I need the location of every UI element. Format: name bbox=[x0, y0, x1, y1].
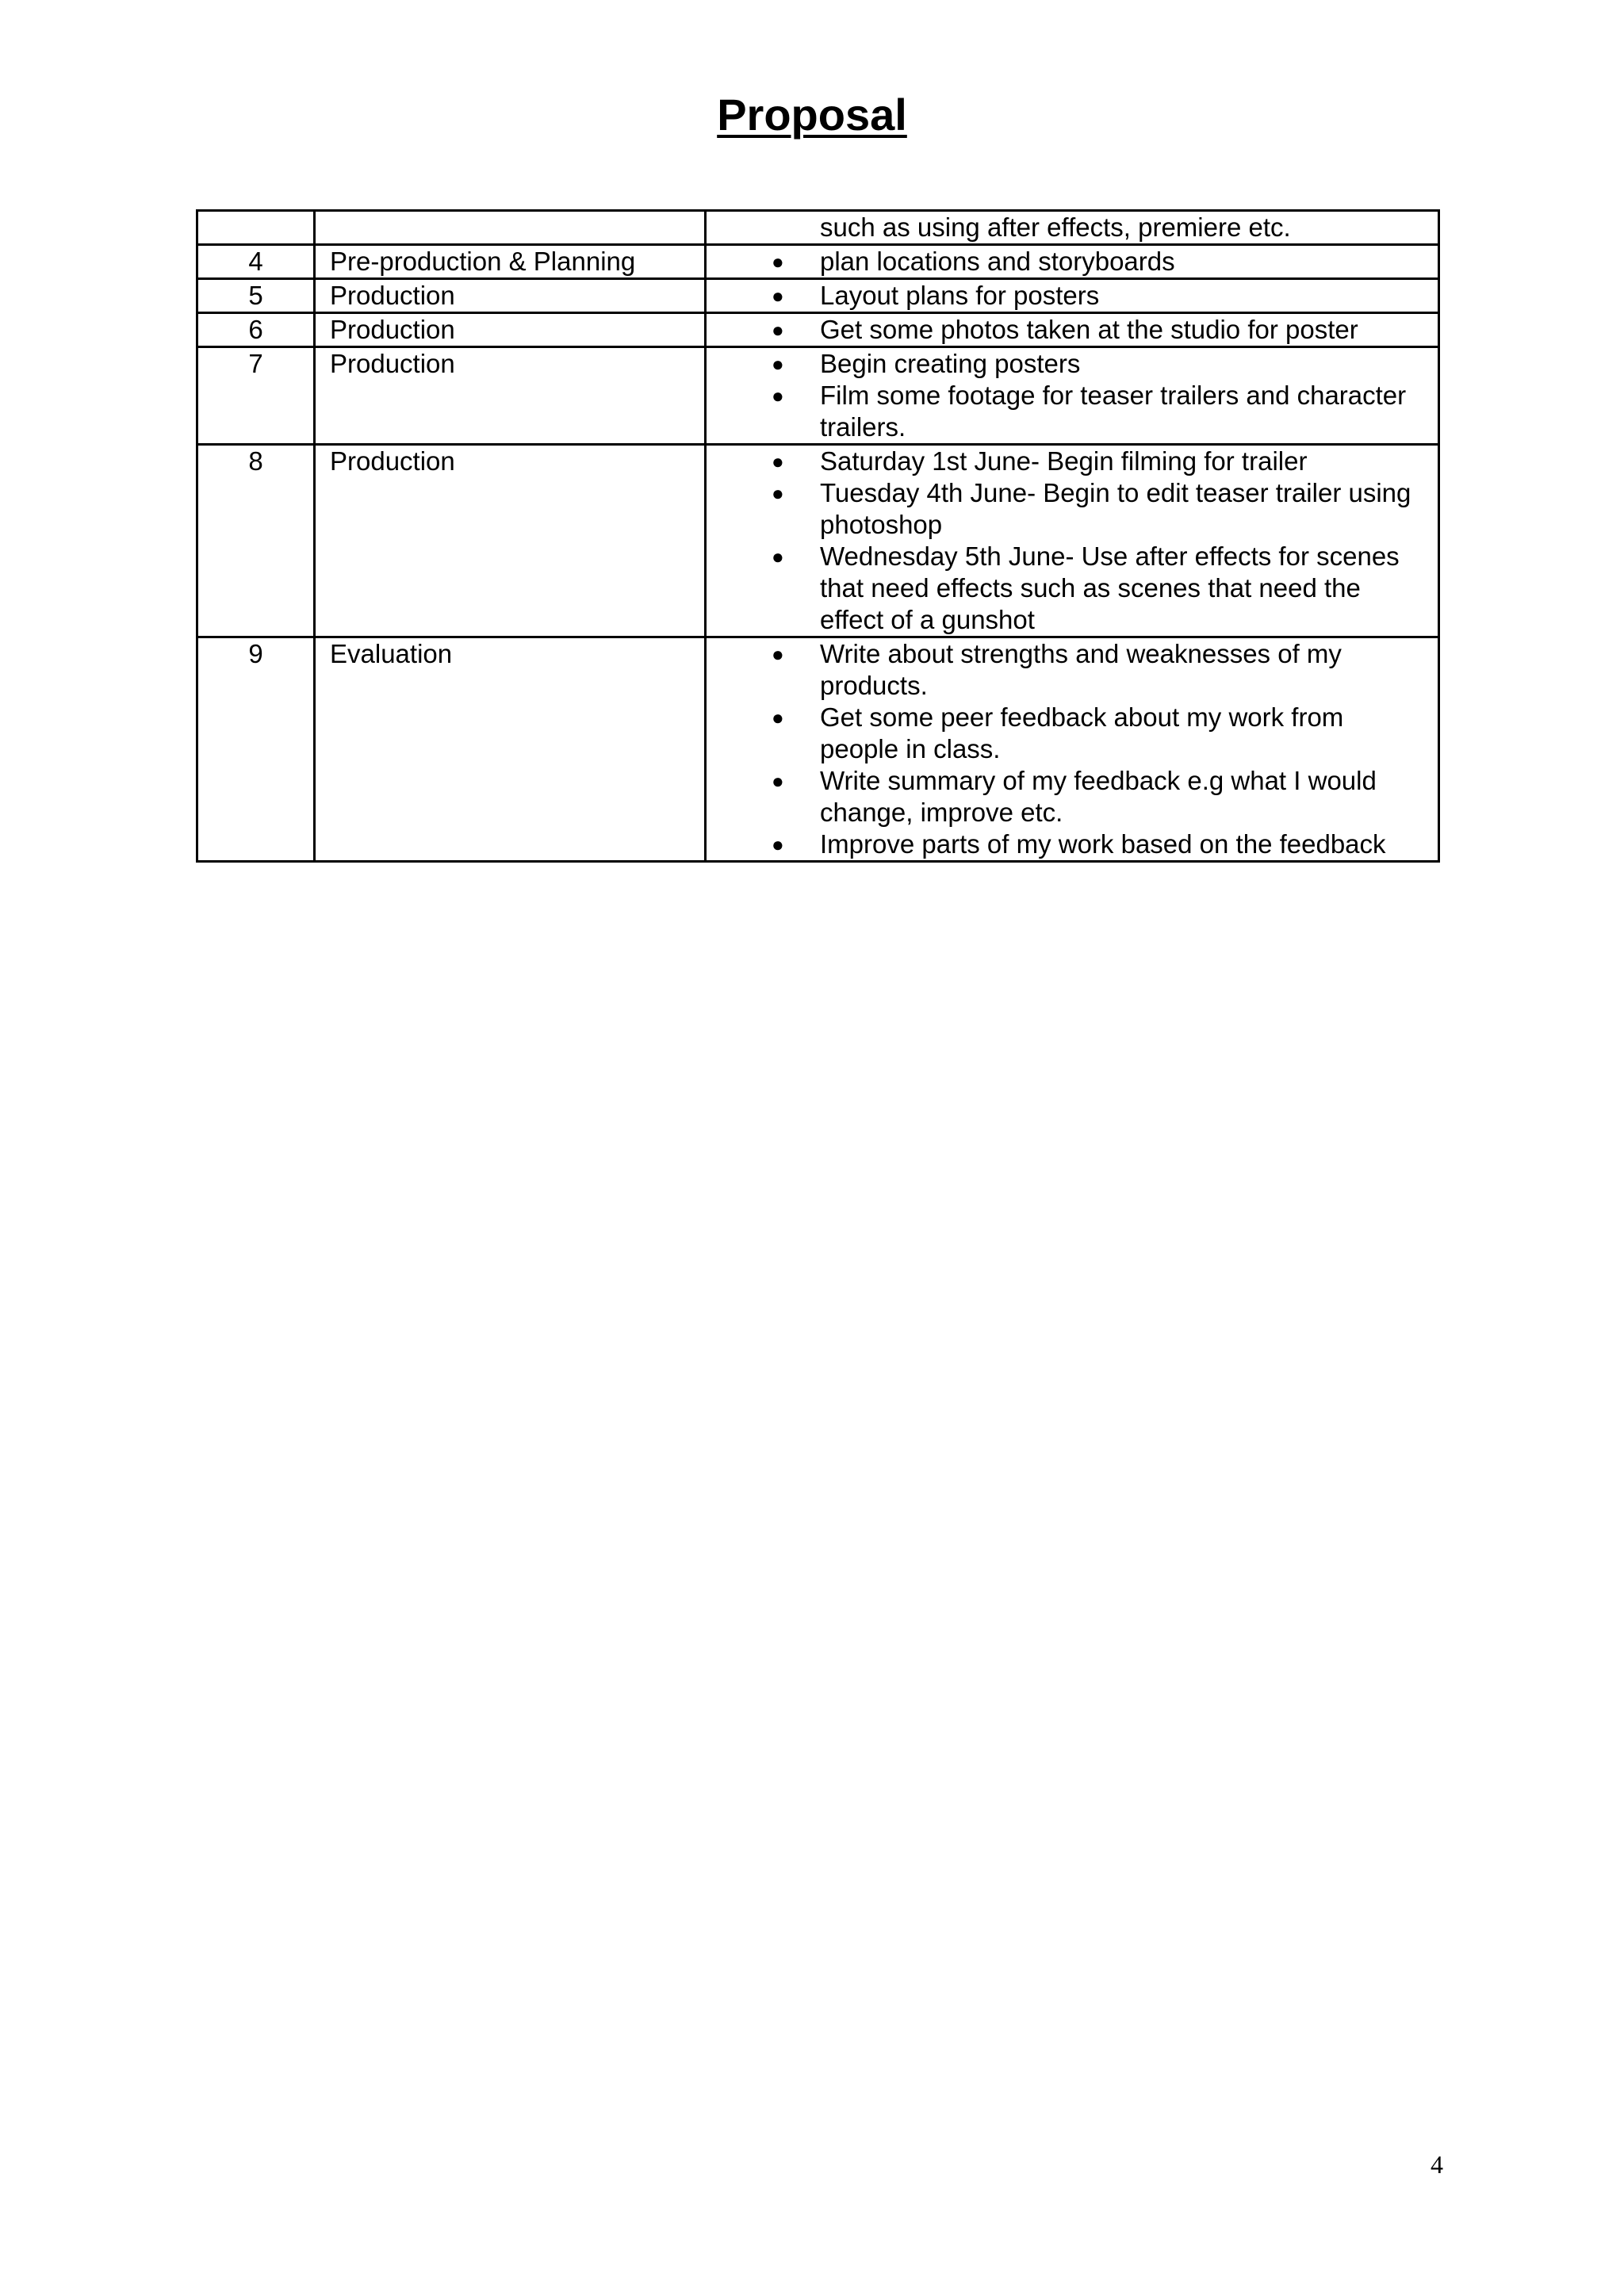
bullet-icon: ● bbox=[772, 250, 784, 274]
task-item bbox=[707, 314, 1438, 346]
stage-cell: Production bbox=[315, 445, 706, 637]
task-item bbox=[707, 541, 1438, 636]
task-text: Saturday 1st June- Begin filming for trailer bbox=[820, 446, 1308, 476]
task-text: Film some footage for teaser trailers and character trailers. bbox=[820, 381, 1407, 442]
table-row bbox=[197, 347, 1439, 445]
task-item bbox=[707, 246, 1438, 277]
task-item bbox=[707, 765, 1438, 828]
tasks-cell bbox=[706, 211, 1439, 245]
page-number: 4 bbox=[1431, 2150, 1443, 2179]
week-cell bbox=[197, 211, 315, 245]
task-text: Write summary of my feedback e.g what I would change, improve etc. bbox=[820, 766, 1377, 827]
task-item bbox=[707, 446, 1438, 477]
bullet-icon: ● bbox=[772, 545, 784, 568]
task-item bbox=[707, 348, 1438, 380]
bullet-icon: ● bbox=[772, 352, 784, 376]
tasks-cell bbox=[706, 347, 1439, 445]
week-cell: 7 bbox=[197, 347, 315, 445]
week-cell: 5 bbox=[197, 279, 315, 313]
task-text: Wednesday 5th June- Use after effects for scenes that need effects such as scenes that need the effect of a gunshot bbox=[820, 541, 1400, 634]
page-title: Proposal bbox=[717, 90, 907, 140]
table-row bbox=[197, 245, 1439, 279]
task-item bbox=[707, 828, 1438, 860]
task-item bbox=[707, 477, 1438, 541]
table-row bbox=[197, 313, 1439, 347]
task-item bbox=[707, 280, 1438, 312]
table-row bbox=[197, 637, 1439, 862]
table-row bbox=[197, 211, 1439, 245]
stage-cell bbox=[315, 211, 706, 245]
task-text: such as using after effects, premiere etc. bbox=[820, 212, 1291, 242]
week-cell: 4 bbox=[197, 245, 315, 279]
task-item bbox=[707, 638, 1438, 702]
week-cell: 8 bbox=[197, 445, 315, 637]
table-row bbox=[197, 445, 1439, 637]
week-cell: 6 bbox=[197, 313, 315, 347]
task-item bbox=[707, 212, 1438, 243]
bullet-icon: ● bbox=[772, 481, 784, 505]
stage-cell: Production bbox=[315, 347, 706, 445]
week-cell: 9 bbox=[197, 637, 315, 862]
tasks-cell bbox=[706, 637, 1439, 862]
task-text: Write about strengths and weaknesses of my products. bbox=[820, 639, 1342, 700]
schedule-table bbox=[196, 209, 1440, 863]
task-text: plan locations and storyboards bbox=[820, 247, 1175, 276]
stage-cell: Production bbox=[315, 279, 706, 313]
table-row bbox=[197, 279, 1439, 313]
bullet-icon: ● bbox=[772, 706, 784, 729]
task-text: Improve parts of my work based on the feedback bbox=[820, 829, 1386, 859]
bullet-icon: ● bbox=[772, 642, 784, 666]
bullet-icon: ● bbox=[772, 384, 784, 408]
stage-cell: Pre-production & Planning bbox=[315, 245, 706, 279]
bullet-icon: ● bbox=[772, 284, 784, 308]
task-text: Tuesday 4th June- Begin to edit teaser trailer using photoshop bbox=[820, 478, 1411, 539]
task-item bbox=[707, 702, 1438, 765]
tasks-cell bbox=[706, 245, 1439, 279]
task-text: Layout plans for posters bbox=[820, 281, 1100, 310]
task-text: Begin creating posters bbox=[820, 349, 1081, 378]
bullet-icon: ● bbox=[772, 318, 784, 342]
task-item bbox=[707, 380, 1438, 443]
tasks-cell bbox=[706, 279, 1439, 313]
stage-cell: Evaluation bbox=[315, 637, 706, 862]
bullet-icon: ● bbox=[772, 769, 784, 793]
bullet-icon: ● bbox=[772, 450, 784, 473]
bullet-icon: ● bbox=[772, 832, 784, 856]
tasks-cell bbox=[706, 313, 1439, 347]
stage-cell: Production bbox=[315, 313, 706, 347]
task-text: Get some photos taken at the studio for poster bbox=[820, 315, 1358, 344]
task-text: Get some peer feedback about my work from people in class. bbox=[820, 702, 1344, 763]
tasks-cell bbox=[706, 445, 1439, 637]
